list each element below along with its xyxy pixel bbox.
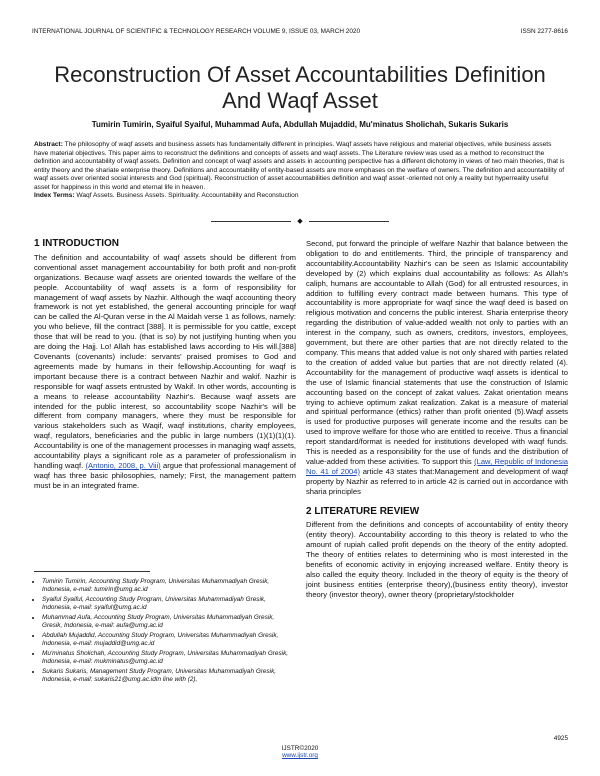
journal-name: INTERNATIONAL JOURNAL OF SCIENTIFIC & TECHNOLOGY RESEARCH VOLUME 9, ISSUE 03, MARCH 2020 bbox=[32, 28, 361, 35]
page-footer bbox=[0, 745, 600, 759]
keywords: Waqf Assets. Business Assets. Spirituality. Accountability and Reconstuction bbox=[76, 192, 299, 199]
footnote-rule bbox=[34, 571, 150, 572]
right-column bbox=[306, 233, 568, 600]
intro-citation-link[interactable]: (Antonio, 2008, p. Viii) bbox=[85, 460, 161, 470]
issn: ISSN 2277-8616 bbox=[520, 28, 568, 35]
divider-diamond: ◆ bbox=[297, 218, 303, 225]
author-list: Tumirin Tumirin, Syaiful Syaiful, Muhammad Aufa, Abdullah Mujaddid, Mu'minatus Sholichah, Sukaris Sukaris bbox=[91, 120, 509, 129]
intro-text: The definition and accountability of waqf assets should be different from conventional asset management accountability for both profit and non-profit organizations. Because waqf assets are oriented towards the welfare of the people. Accountability of waqf assets is a form of responsibility for management of waqf assets by Nazhir. Although the waqf accounting theory framework is not yet established, the general accounting principle for waqf can be called the Al-Quran verse in the Al Maidah verse 1 as follows, namely: you who believe, fill the contract [388]. It is permissible for you cattle, except those that will be read to you. (that is so) by not justifying hunting when you are doing the Hajj. Lo! Allah has established laws according to His will.[388] Covenants (covenants) include: servants' praised promises to God and agreements made by humans in their fellowship.Accounting for waqf is important because there is a contract between Nazhir and wakif. Nazhir is responsible for waqf assets entrusted by Wakif. In other words, accounting is a means to release accountability Nazhir's. Because waqf assets are intended for the public interest, so accountability scope Nazhir's will be different from company managers, where they must be responsible for various stakeholders such as Waqif, waqf institutions, charity employees, waqf, regulators, beneficiaries and the public in large numbers (1)(1)(1)(1). Accountability is one of the management processes in managing waqf assets, accountability plays a significant role as a parameter of professionalism in handling waqf. bbox=[34, 252, 296, 470]
running-header bbox=[32, 28, 568, 35]
intro-heading: 1 INTRODUCTION bbox=[34, 238, 119, 249]
right-text-2: article 43 states that:Management and development of waqf property by Nazhir as referred to in article 42 is carried out in accordance with sharia principles bbox=[306, 466, 568, 496]
keywords-label: Index Terms: bbox=[34, 192, 75, 199]
abstract-label: Abstract: bbox=[34, 141, 63, 148]
lit-review-heading: 2 LITERATURE REVIEW bbox=[306, 505, 420, 517]
law-citation-link[interactable]: (Law, Republic of Indonesia No. 41 of 2004) bbox=[306, 456, 568, 476]
footnote-item: • Muhammad Aufa, Accounting Study Program, Universitas Muhammadiyah Gresik, Gresik, Indonesia, e-mail: aufa@umg.ac.id bbox=[42, 614, 296, 630]
left-column bbox=[34, 233, 296, 491]
journal-url-link[interactable]: www.ijstr.org bbox=[282, 752, 318, 759]
right-text-1: Second, put forward the principle of welfare Nazhir that balance between the obligation to do and entitlements. Third, the principle of transparency and accountability.Accountability Nazhir's can be seen as Islamic accountability developed by (2) which explains dual accountability as follows: As Allah's caliph, humans are accountable to Allah (God) for all entrusted resources, in addition to fulfilling every contract made between humans. This type of accountability is more appropriate for waqf since the waqf deed is based on religious motivation and concerns the public interest. Sharia enterprise theory regarding the distribution of value-added wealth not only to parties with an interest in the company, such as owners, creditors, investors, employees, government, but there are other parties that are not directly related to the company. This means that added value is not only shared with parties related to the creation of added value but parties that are not directly related (4). Accountability for the management of productive waqf assets is identical to the use of Islamic financial statements that use the construction of Islamic accounting based on the concept of zakat values. Zakat orientation means trying to achieve optimum zakat realization. Zakat is a measure of material and spiritual performance (ethics) rather than profit oriented (5).Waqf assets is used for productive purposes will generate income and the results can be used to improve welfare for those who are entitled to receive. Thus a financial report standard/format is needed for institutions developed with waqf funds. This is needed as a responsibility for the use of funds and the distribution of value-added from these activities. To support this bbox=[306, 239, 568, 466]
abstract-text: The philosophy of waqf assets and business assets has fundamentally different in principles. Waqf assets have religious and material objectives, while business assets have material objectives. This paper aims to reconstruct the definitions and concepts of assets and waqf assets. The Literature review was used as a method to reconstruct the definition and accountability of waqf assets. Definition and concept of waqf assets and assets in accounting perspective has a different dichotomy in views of two main theories, that is entity theory and the shariate enterprise theory. Definitions and accountability of entity-based assets are more emphases on the welfare of owners. The definition and accountability of waqf assets over oriented social interests and God (spiritual). Reconstruction of asset accountabilities definition and waqf asset -oriented not only a reality but hyperreality useful asset for happiness in this world and eternal life in heaven. bbox=[34, 141, 565, 191]
page-number: 4925 bbox=[553, 735, 568, 742]
abstract bbox=[34, 141, 566, 201]
section-divider bbox=[0, 217, 600, 225]
copyright-code: IJSTR©2020 bbox=[281, 745, 319, 752]
footnote-item: • Sukaris Sukaris, Management Study Program, Universitas Muhammadiyah Gresik, Indonesia, e-mail: sukaris21@umg.ac.idIn line with (2), bbox=[42, 668, 296, 684]
footnote-item: • Tumirin Tumirin, Accounting Study Program, Universitas Muhammadiyah Gresik, Indonesia, e-mail: tumirin@umg.ac.id bbox=[42, 578, 296, 594]
footnote-item: • Syaiful Syaiful, Accounting Study Program, Universitas Muhammadiyah Gresik, Indonesia, e-mail: syaiful@umg.ac.id bbox=[42, 596, 296, 612]
footnote-item: • Mu'minatus Sholichah, Accounting Study Program, Universitas Muhammadiyah Gresik, Indonesia, e-mail: mukminatus@umg.ac.id bbox=[42, 650, 296, 666]
footnote-item: • Abdullah Mujaddid, Accounting Study Program, Universitas Muhammadiyah Gresik, Indonesia, e-mail: mujaddid@umg.ac.id bbox=[42, 632, 296, 648]
paper-title: Reconstruction Of Asset Accountabilities Definition And Waqf Asset bbox=[54, 62, 546, 113]
intro-text-2: argue that professional management of waqf has three basic philosophies, namely; First, the management pattern must be in an integrated frame. bbox=[34, 460, 296, 490]
lit-review-text: Different from the definitions and concepts of accountability of entity theory (entity theory). Accountability according to this theory is related to who the amount of rupiah called profit depends on the theory of the entity adopted. The theory of entities relates to determining who is most interested in the benefits of economic activity in enjoying increased welfare. Entity theory is also called the equity theory. Included in the theory of equity is the theory of joint business entities (enterprise theory),(business entity theory), investor theory (investor theory), owner theory (proprietary/stockholder bbox=[306, 520, 568, 599]
author-footnotes bbox=[34, 578, 296, 686]
